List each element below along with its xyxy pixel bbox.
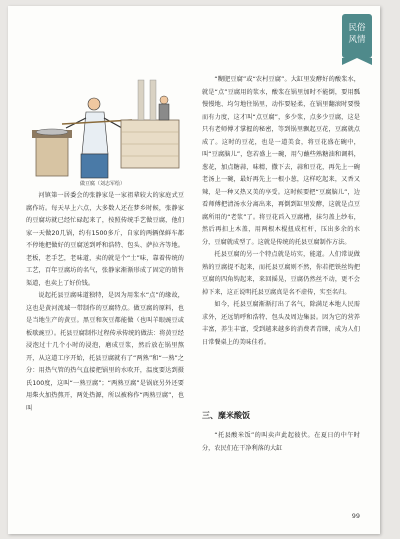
- page-number: 99: [351, 512, 360, 520]
- paragraph: 说起托县豆腐味道独特，是因为用浆水“点”的缘故，这也是黄河流域一带制作的豆腐特点。做豆腐的原料，也是当地生产的黄豆。黑豆和灰豆都能做（也叫羊眼豌豆或板歇豌豆）。托县豆腐制作过程传承传统的做法：将黄豆经浸泡过十几个小时的浸泡，磨成豆浆，然后放在锅里熬开，从这道工序开始，托县豆腐就有了“两熟”和“一熟”之分：用热气管的热气直接把锅里的水吹开，温度要达到摄氏100度，这叫“一熟豆腐”；“两熟豆腐”是锅底另外还要用柴火加热熬开，两处热源，所以被称作“两熟豆腐”，也叫: [26, 292, 184, 412]
- figure-caption: 做豆腐（刘志军绘）: [80, 181, 126, 187]
- tofu-making-illustration: [26, 74, 186, 180]
- paragraph: “糊肥豆腐”或“农村豆腐”。大缸里发酵好的酸浆水，就是“点”豆腐用的浆水，酸浆在锅里加时不能倒，要用瓢慢慢地、均匀地往锅里，动作要轻柔，在锅里翻滚时要慢而有力度，这才叫“点豆腐”，多少浆，点多少豆腐，这是只有老师傅才掌握的秘密，等到锅里飘起豆花，豆腐就点成了。这时的豆花，也是一道美食，将豆花盛在碗中，叫“豆腐脑儿”，您若盛上一碗，用勺蘸些熟糖油和调料，葱花，加点糖蒜，味精，撒下去，蒜和豆花，再先上一碗老汤上一碗，最好再先上一根小葱，这样吃起来，又香又辣，是一种又热又美的享受。这时候要把“豆腐脑儿”，边看师傅把清汤水分离出来，再倒到缸里发酵，这就是点豆腐所用的“老浆”了。将豆花舀入豆腐槽，抹匀盖上纱布，然后再扣上木盖，用两根木棍扭成杠杆，压出多余的水分，豆腐就成型了。这就是传统的托县豆腐制作方法。: [202, 76, 360, 246]
- section-tag-line1: 民俗: [348, 23, 366, 33]
- left-column: [26, 190, 184, 415]
- section-heading: 三、糜米酸饭: [202, 411, 250, 420]
- paragraph: 如今，托县豆腐渐渐打出了名气，除满足本地人民需求外，还远销呼和浩特、包头及周边集县。因为它的营养丰富，养生丰富，受到越来越多的消费者青睐，成为人们日常餐桌上的美味佳肴。: [202, 301, 360, 346]
- section-tag: [342, 14, 372, 58]
- section-tag-line2: 风情: [348, 35, 366, 45]
- paragraph: “托县酸米饭”的叫卖声此起彼伏。在夏日的中午时分，农民们在干净利落的大缸: [202, 432, 360, 452]
- right-column: [202, 74, 360, 349]
- paragraph: 河镇第一居委会的张静家是一家祖辈较大的家庭式豆腐作坊。每天早上六点，大多数人还在梦乡时候，张静家的豆腐坊就已经忙碌起来了，按照传统手艺做豆腐，他们家一天做20几锅，约有1500多斤，自家的两辆保鲜车都不停地把做好的豆腐送到呼和浩特、包头、萨拉齐等地。老板，老手艺，老味道，卖的就是个“土”味，靠着传统的工艺，百年豆腐坊的名气，张静家渐渐形成了固定的销售渠道，也卖上了好价钱。: [26, 192, 184, 287]
- section-body: [202, 430, 360, 455]
- paragraph: 托县豆腐的另一个特点就是坊实，能道。人们常说做熟的豆腐提不起来，而托县豆腐则不然，你若把铁丝钩把豆腐的四角钩起来，来回摇晃，豆腐仍然丝不动，更不会掉下来，这正说明托县豆腐真是名不虚传，实至名归。: [202, 251, 360, 296]
- book-page: [8, 6, 380, 534]
